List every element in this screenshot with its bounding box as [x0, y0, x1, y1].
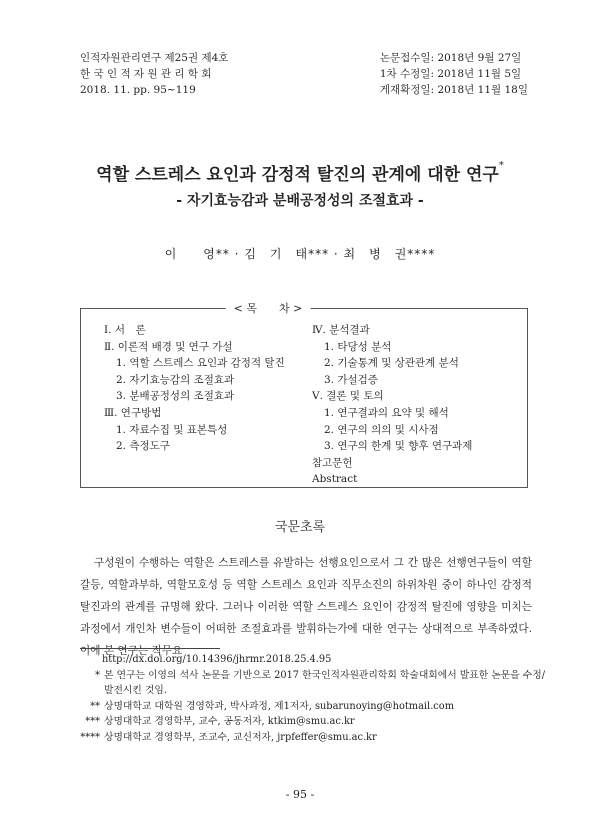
author-list: 이 영** · 김 기 태*** · 최 병 권****	[164, 247, 436, 261]
toc-item: 2. 측정도구	[116, 440, 170, 453]
toc-item: 2. 자기효능감의 조절효과	[116, 373, 235, 386]
toc-item: 1. 연구결과의 요약 및 해석	[324, 406, 449, 419]
toc-item: 3. 가설검증	[324, 373, 378, 386]
revised-date: 1차 수정일: 2018년 11월 5일	[379, 68, 522, 80]
footnote-mark: ***	[85, 716, 100, 727]
title-text: 역할 스트레스 요인과 감정적 탈진의 관계에 대한 연구	[96, 165, 499, 185]
footnote-text: 상명대학교 대학원 경영학과, 박사과정, 제1저자, subarunoying@hotmail.com	[104, 700, 454, 712]
toc-left-column	[104, 322, 285, 455]
toc-item: 2. 기술통계 및 상관관계 분석	[324, 357, 459, 370]
dates-header	[380, 50, 528, 98]
footnote-1	[80, 668, 546, 684]
toc-item: 1. 역할 스트레스 요인과 감정적 탈진	[116, 357, 285, 370]
footnote-2	[80, 699, 540, 715]
abstract-heading: 국문초록	[274, 520, 326, 535]
footnote-text: 상명대학교 경영학부, 교수, 공동저자, ktkim@smu.ac.kr	[104, 716, 355, 727]
toc-item: Ⅱ. 이론적 배경 및 연구 가설	[104, 340, 233, 353]
abstract-body: 구성원이 수행하는 역할은 스트레스를 유발하는 선행요인으로서 그 간 많은 선행연구들이 역할갈등, 역할과부하, 역할모호성 등 역할 스트레스 요인과 직무소진의 하위차원 중이 하나인 감정적 탈진과의 관계를 규명해 왔다. 그러나 이러한 역할 스트레스 요인이 감정적 탈진에 영향을 미치는 과정에서 개인차 변수들이 어떠한 조절효과를 발휘하는가에 대한 연구는 상대적으로 부족하였다. 이에 본 연구는 직무요	[80, 557, 532, 657]
society-name: 한 국 인 적 자 원 관 리 학 회	[80, 68, 212, 80]
footnote-mark: **	[90, 700, 100, 712]
paper-title	[0, 160, 600, 185]
footnote-mark: *	[95, 669, 100, 681]
toc-item: 1. 타당성 분석	[324, 340, 392, 353]
footnote-4	[80, 730, 540, 746]
toc-item: Ⅰ. 서 론	[104, 324, 146, 336]
paper-subtitle: - 자기효능감과 분배공정성의 조절효과 -	[176, 193, 424, 209]
journal-name: 인적자원관리연구 제25권 제4호	[80, 52, 229, 64]
page-number: - 95 -	[285, 788, 315, 801]
footnotes	[80, 652, 546, 745]
footnote-3	[80, 714, 540, 730]
toc-item: 참고문헌	[312, 456, 353, 469]
toc-item: Ⅳ. 분석결과	[312, 324, 370, 336]
footnote-1-continued: 발전시킨 것임.	[104, 685, 168, 696]
toc-right-column	[312, 322, 472, 488]
toc-item: 1. 자료수집 및 표본특성	[116, 423, 228, 436]
toc-item: 2. 연구의 의의 및 시사점	[324, 423, 439, 436]
footnote-text: 상명대학교 경영학부, 조교수, 교신저자, jrpfeffer@smu.ac.kr	[104, 731, 377, 743]
toc-item: 3. 연구의 한계 및 향후 연구과제	[324, 440, 473, 453]
journal-header	[80, 50, 228, 98]
toc-item: Ⅴ. 결론 및 토의	[312, 390, 384, 403]
toc-item: 3. 분배공정성의 조절효과	[116, 390, 235, 403]
accepted-date: 게재확정일: 2018년 11월 18일	[379, 84, 528, 96]
footnote-divider	[80, 648, 220, 649]
footnote-mark: ****	[80, 731, 100, 743]
toc-item: Ⅲ. 연구방법	[104, 406, 162, 419]
footnote-text: 본 연구는 이영의 석사 논문을 기반으로 2017 한국인적자원관리학회 학술대회에서 발표한 논문을 수정/	[104, 669, 546, 681]
citation: 2018. 11. pp. 95∼119	[80, 84, 196, 96]
toc-item: Abstract	[312, 473, 358, 486]
toc-heading: < 목 차 >	[226, 300, 311, 316]
title-footnote-mark: *	[498, 160, 504, 171]
doi-link[interactable]: http://dx.doi.org/10.14396/jhrmr.2018.25.4.95	[102, 654, 332, 665]
received-date: 논문접수일: 2018년 9월 27일	[379, 52, 522, 64]
